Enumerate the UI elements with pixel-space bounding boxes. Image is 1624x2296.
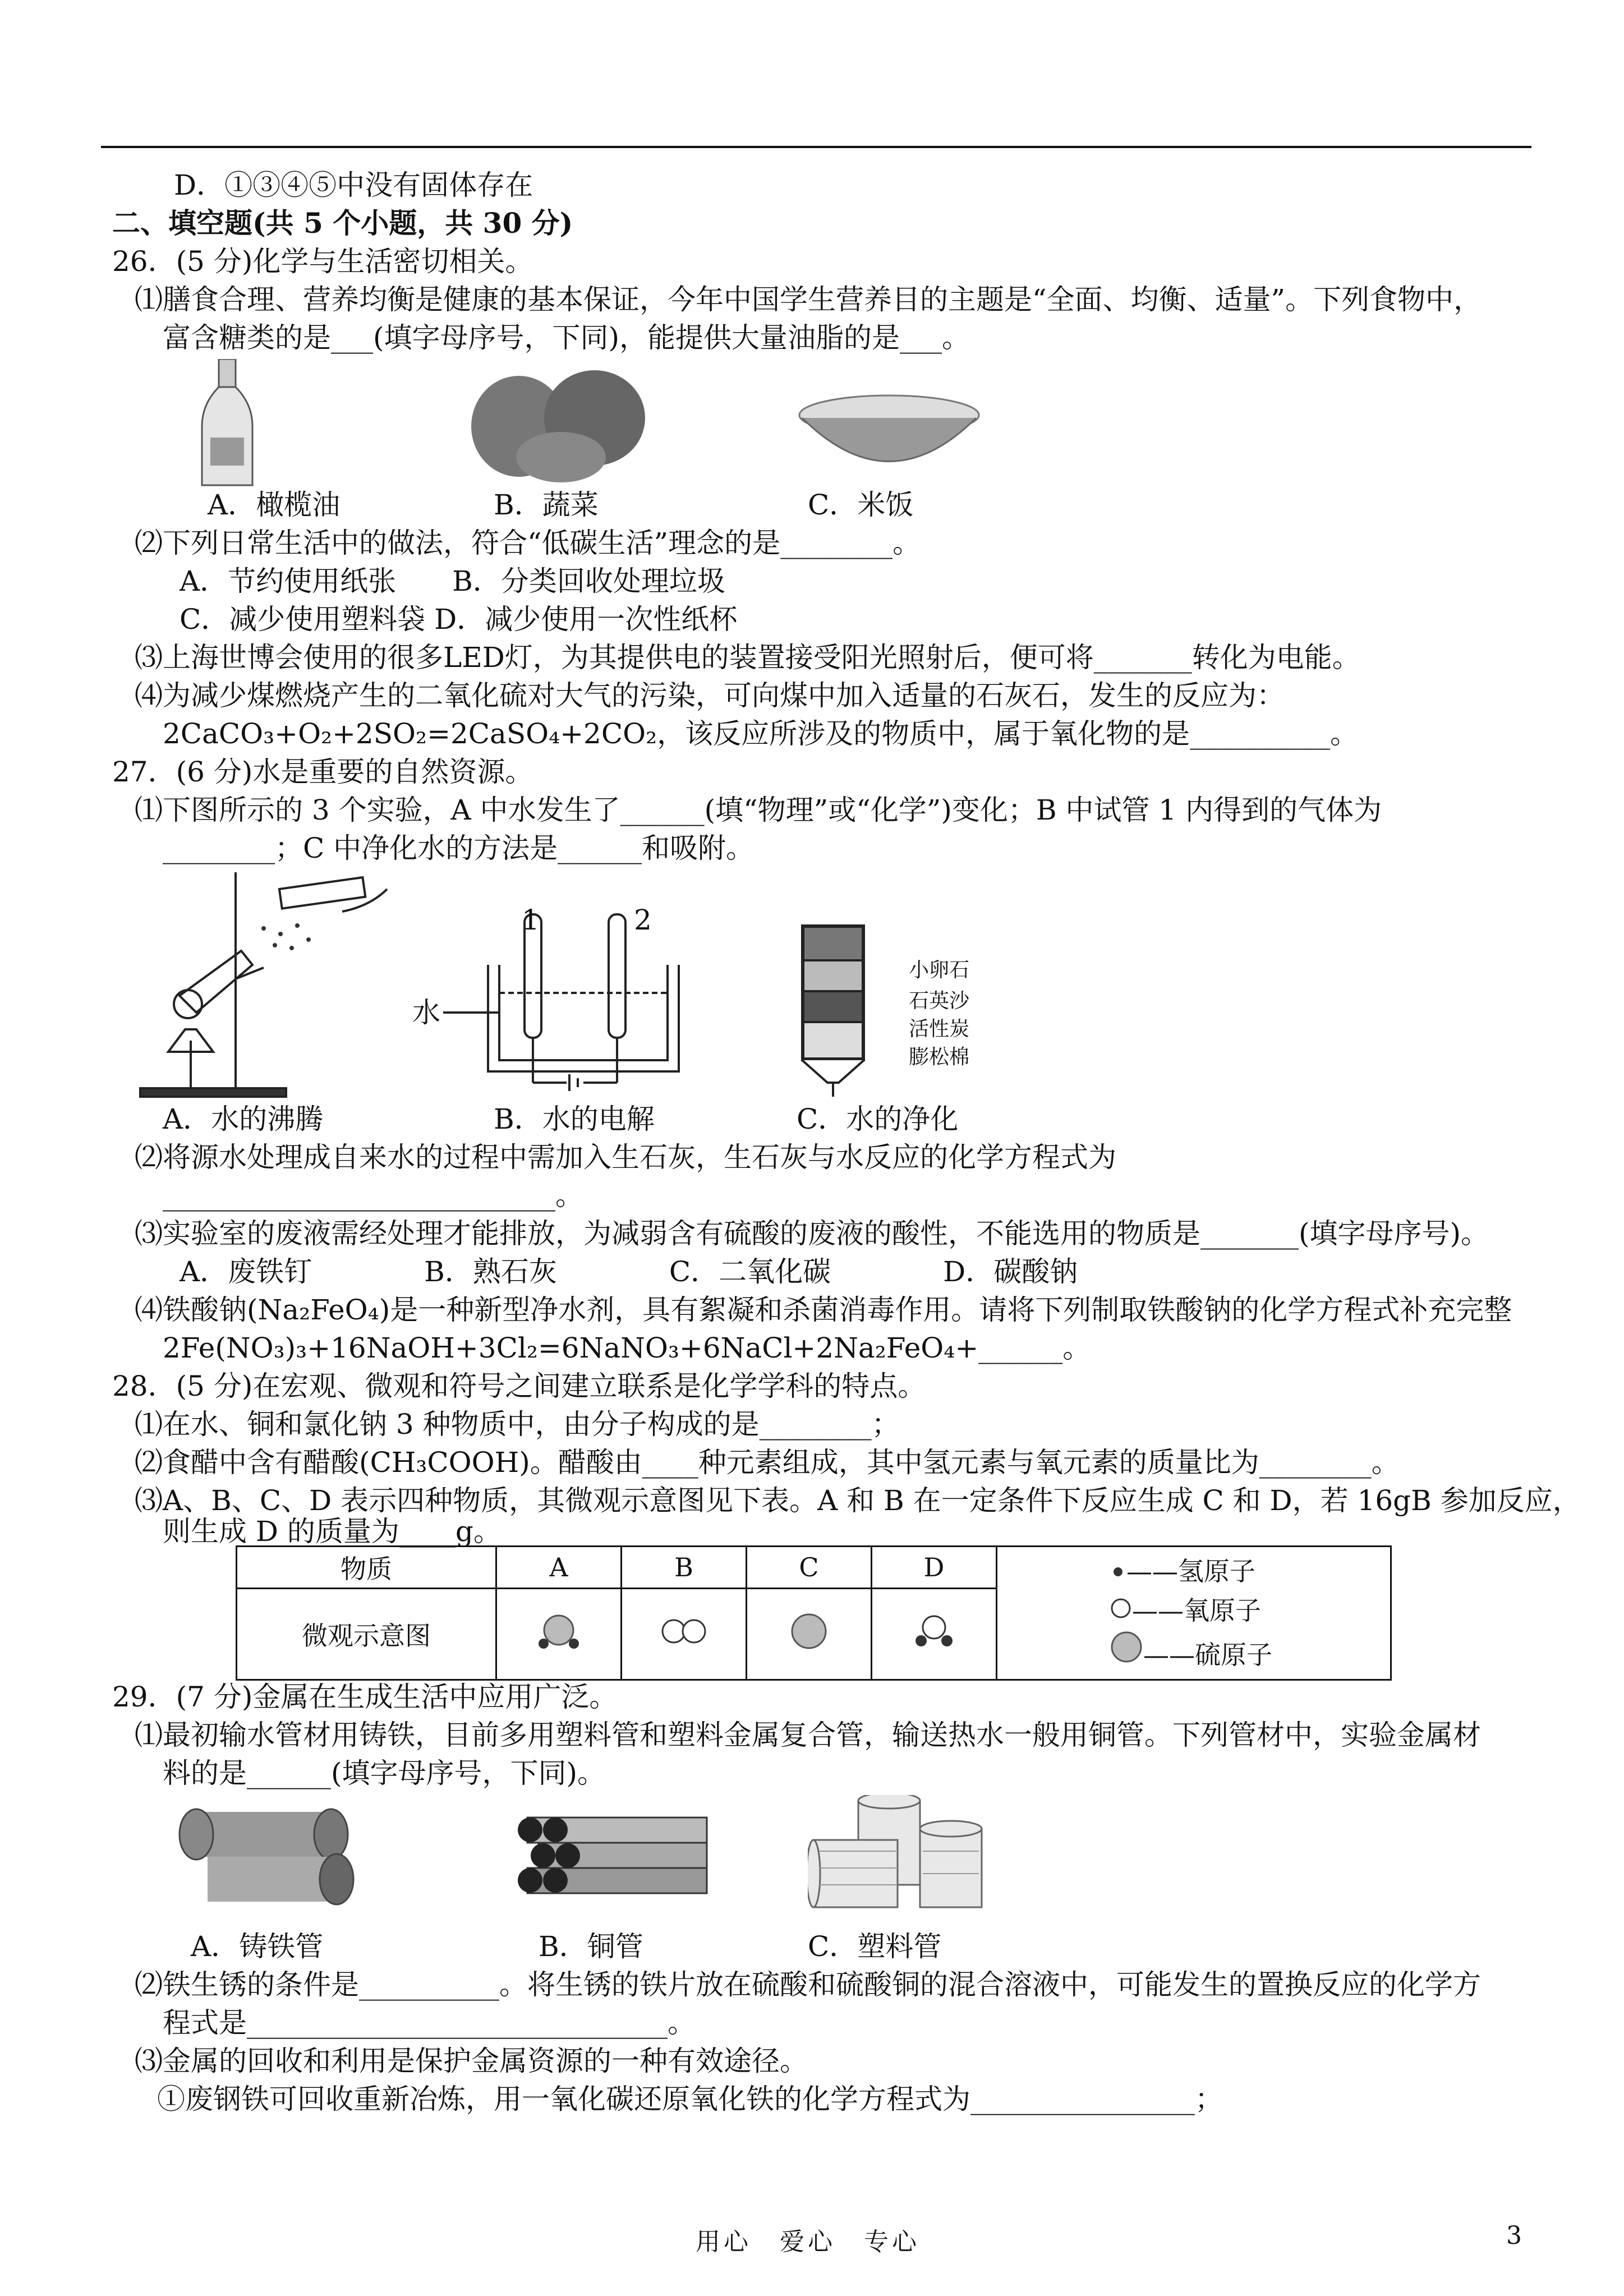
q28-2-line: ⑵食醋中含有醋酸(CH₃COOH)。醋酸由____种元素组成，其中氢元素与氧元素的质量比为________。 (135, 1446, 1400, 1479)
food-c-label: C．米饭 (808, 489, 914, 521)
electrolysis-apparatus-image (410, 903, 712, 1094)
molecule-d-icon (872, 1589, 997, 1680)
table-header-d: D (872, 1547, 997, 1589)
pipe-a-label: A．铸铁管 (191, 1930, 324, 1963)
cast-iron-pipe-image (174, 1795, 365, 1918)
food-a-label: A．橄榄油 (208, 489, 341, 521)
water-label: 水 (412, 996, 440, 1029)
table-header-substance: 物质 (237, 1547, 496, 1589)
exp-b-label: B．水的电解 (494, 1103, 655, 1135)
pipe-b-label: B．铜管 (539, 1930, 643, 1963)
water-filter-image (797, 920, 892, 1099)
table-legend (997, 1547, 1391, 1680)
q27-2-line1: ⑵将源水处理成自来水的过程中需加入生石灰，生石灰与水反应的化学方程式为 (135, 1141, 1116, 1174)
table-header-c: C (747, 1547, 872, 1589)
q26-1-line1: ⑴膳食合理、营养均衡是健康的基本保证，今年中国学生营养目的主题是“全面、均衡、适量”。下列食物中， (135, 283, 1482, 316)
q26-title: 26．(5 分)化学与生活密切相关。 (112, 245, 533, 278)
filter-layer-2: 石英沙 (909, 990, 970, 1013)
legend-hydrogen: ——氢原子 (1110, 1552, 1390, 1591)
molecule-b-icon (622, 1589, 747, 1680)
pipe-c-label: C．塑料管 (808, 1930, 942, 1963)
tube-1-label: 1 (522, 904, 540, 936)
table-header-a: A (496, 1547, 622, 1589)
boiling-apparatus-image (135, 867, 398, 1102)
q27-1-line2: ________；C 中净化水的方法是______和吸附。 (163, 832, 755, 864)
legend-oxygen: ——氧原子 (1110, 1591, 1390, 1630)
q27-4-line1: ⑷铁酸钠(Na₂FeO₄)是一种新型净水剂，具有絮凝和杀菌消毒作用。请将下列制取铁酸钠的化学方程式补充完整 (135, 1294, 1512, 1326)
q27-4-line2: 2Fe(NO₃)₃+16NaOH+3Cl₂=6NaNO₃+6NaCl+2Na₂FeO₄+______。 (163, 1332, 1091, 1364)
q29-3-line: ⑶金属的回收和利用是保护金属资源的一种有效途径。 (135, 2045, 808, 2077)
page-number: 3 (1506, 2221, 1522, 2250)
legend-sulfur: ——硫原子 (1110, 1630, 1390, 1674)
exp-c-label: C．水的净化 (797, 1103, 959, 1135)
vegetables-image (466, 365, 651, 482)
q26-3-line: ⑶上海世博会使用的很多LED灯，为其提供电的装置接受阳光照射后，便可将_______转化为电能。 (135, 641, 1360, 674)
q29-2-line1: ⑵铁生锈的条件是__________。将生锈的铁片放在硫酸和硫酸铜的混合溶液中，可能发生的置换反应的化学方 (135, 1968, 1481, 2001)
q26-2-options-cd: C．减少使用塑料袋 D．减少使用一次性纸杯 (180, 603, 738, 636)
molecule-c-icon (747, 1589, 872, 1680)
exp-a-label: A．水的沸腾 (163, 1103, 324, 1135)
q26-4-line2: 2CaCO₃+O₂+2SO₂=2CaSO₄+2CO₂，该反应所涉及的物质中，属于氧化物的是__________。 (163, 717, 1359, 750)
table-row-label: 微观示意图 (237, 1589, 496, 1680)
q29-2-line2: 程式是______________________________。 (163, 2007, 696, 2039)
molecule-a-icon (496, 1589, 622, 1680)
q26-4-line1: ⑷为减少煤燃烧产生的二氧化硫对大气的污染，可向煤中加入适量的石灰石，发生的反应为： (135, 679, 1285, 712)
q27-3-options: A．废铁钉 B．熟石灰 C．二氧化碳 D．碳酸钠 (180, 1255, 1078, 1288)
q26-2-options-ab: A．节约使用纸张 B．分类回收处理垃圾 (180, 565, 725, 597)
q29-1-line1: ⑴最初输水管材用铸铁，目前多用塑料管和塑料金属复合管，输送热水一般用铜管。下列管材中，实验金属材 (135, 1719, 1481, 1751)
copper-pipe-image (505, 1806, 718, 1913)
filter-layer-3: 活性炭 (909, 1018, 970, 1041)
q29-3-1-line: ①废钢铁可回收重新冶炼，用一氧化碳还原氧化铁的化学方程式为________________； (157, 2083, 1223, 2115)
tube-2-label: 2 (634, 904, 652, 936)
filter-layer-4: 膨松棉 (909, 1046, 970, 1069)
q29-1-line2: 料的是______(填字母序号，下同)。 (163, 1757, 606, 1789)
q27-2-line2: ____________________________。 (163, 1179, 583, 1212)
table-header-b: B (622, 1547, 747, 1589)
olive-oil-bottle-image (196, 359, 264, 488)
q28-1-line: ⑴在水、铜和氯化钠 3 种物质中，由分子构成的是________； (135, 1408, 900, 1441)
q29-title: 29．(7 分)金属在生成生活中应用广泛。 (112, 1681, 618, 1713)
q26-2-line: ⑵下列日常生活中的做法，符合“低碳生活”理念的是________。 (135, 527, 921, 559)
filter-layer-1: 小卵石 (909, 959, 970, 982)
section-title: 二、填空题(共 5 个小题，共 30 分) (112, 206, 573, 240)
food-b-label: B．蔬菜 (494, 489, 599, 521)
q27-title: 27．(6 分)水是重要的自然资源。 (112, 756, 533, 788)
plastic-pipe-image (808, 1795, 987, 1918)
molecule-table (236, 1545, 1392, 1681)
page-footer: 用心 爱心 专心 (696, 2228, 920, 2256)
q28-3-line1: ⑶A、B、C、D 表示四种物质，其微观示意图见下表。A 和 B 在一定条件下反应生成 C 和 D，若 16gB 参加反应， (135, 1484, 1581, 1517)
q28-title: 28．(5 分)在宏观、微观和符号之间建立联系是化学学科的特点。 (112, 1370, 926, 1402)
rice-bowl-image (797, 393, 982, 482)
q26-1-line2: 富含糖类的是___(填字母序号，下同)，能提供大量油脂的是___。 (163, 321, 970, 354)
q28-3-line2: 则生成 D 的质量为____g。 (163, 1515, 502, 1548)
q27-3-line: ⑶实验室的废液需经处理才能排放，为减弱含有硫酸的废液的酸性，不能选用的物质是_______(填字母序号)。 (135, 1217, 1489, 1250)
option-d-line: D．①③④⑤中没有固体存在 (174, 169, 533, 201)
header-rule (101, 146, 1531, 148)
q27-1-line1: ⑴下图所示的 3 个实验，A 中水发生了______(填“物理”或“化学”)变化；B 中试管 1 内得到的气体为 (135, 794, 1382, 826)
